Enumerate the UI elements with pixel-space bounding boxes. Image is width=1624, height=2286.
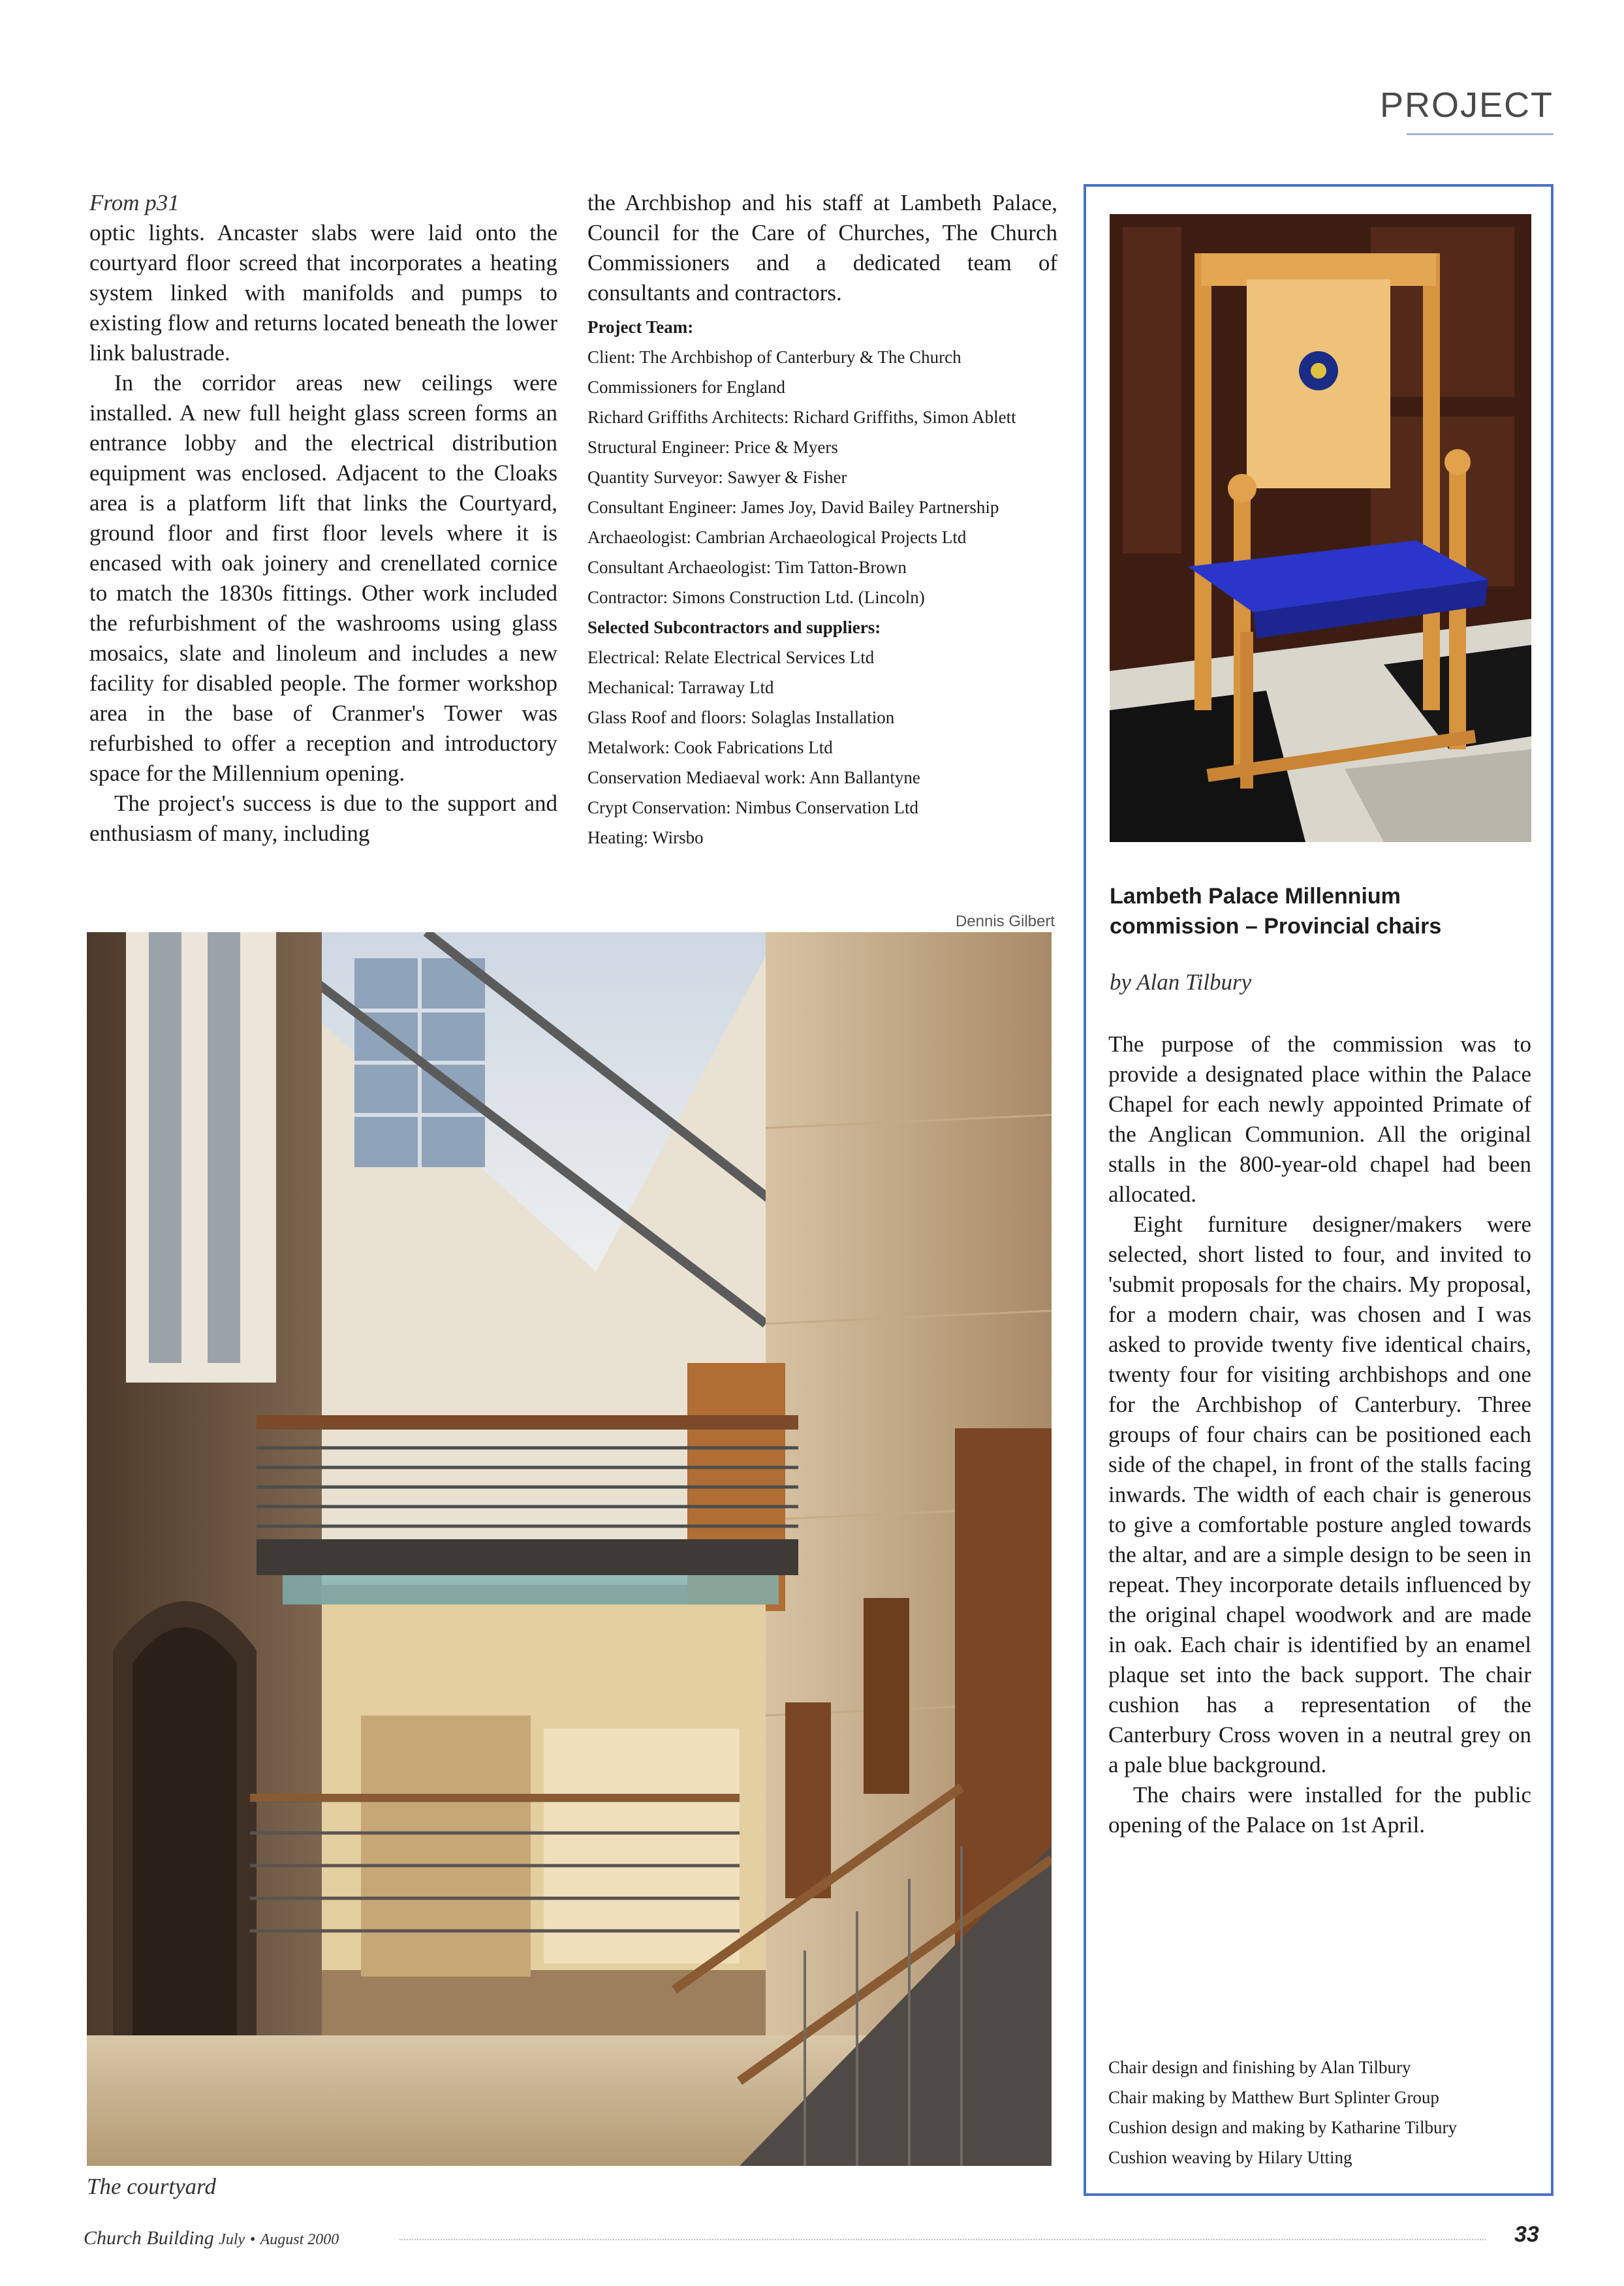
issue-separator: •	[249, 2231, 256, 2248]
supplier-credit: Metalwork: Cook Fabrications Ltd	[587, 738, 833, 757]
suppliers-heading: Selected Subcontractors and suppliers:	[587, 618, 881, 637]
photo-caption: The courtyard	[87, 2174, 216, 2199]
footer-rule	[399, 2239, 1486, 2240]
supplier-credit: Mechanical: Tarraway Ltd	[587, 678, 774, 697]
issue-month: July	[219, 2231, 245, 2248]
courtyard-photo	[87, 932, 1052, 2166]
supplier-credit: Electrical: Relate Electrical Services Ltd	[587, 648, 875, 667]
supplier-credit: Conservation Mediaeval work: Ann Ballantyne	[587, 768, 920, 787]
continued-from: From p31	[89, 190, 180, 215]
sidebar-credit: Chair design and finishing by Alan Tilbury	[1108, 2058, 1411, 2077]
sidebar-paragraph: The purpose of the commission was to provide a designated place within the Palace Chapel for each newly appointed Primate of the Anglican Communion. All the original stalls in the 800-year-old chapel had been allocated.	[1108, 1031, 1531, 1207]
courtyard-illustration	[87, 932, 1052, 2166]
body-paragraph: In the corridor areas new ceilings were installed. A new full height glass screen forms an entrance lobby and the electrical distribution equipment was enclosed. Adjacent to the Cloaks area is a platform lift that links the Courtyard, ground floor and first floor levels where it is encased with oak joinery and crenellated cornice to match the 1830s fittings. Other work included the refurbishment of the washrooms using glass mosaics, slate and linoleum and includes a new facility for disabled people. The former workshop area in the base of Cranmer's Tower was refurbished to offer a reception and introductory space for the Millennium opening.	[89, 370, 557, 786]
supplier-credit: Crypt Conservation: Nimbus Conservation Ltd	[587, 798, 918, 817]
left-column	[89, 188, 557, 849]
body-paragraph: the Archbishop and his staff at Lambeth Palace, Council for the Care of Churches, The Church Commissioners and a dedicated team of consultants and contractors.	[587, 190, 1057, 305]
chair-photo	[1110, 214, 1531, 842]
team-credit: Client: The Archbishop of Canterbury & The Church Commissioners for England	[587, 347, 961, 397]
photo-credit: Dennis Gilbert	[955, 913, 1055, 930]
team-credit: Contractor: Simons Construction Ltd. (Lincoln)	[587, 587, 925, 607]
sidebar-credits	[1108, 2052, 1533, 2172]
supplier-credit: Glass Roof and floors: Solaglas Installation	[587, 708, 895, 727]
sidebar-paragraph: Eight furniture designer/makers were selected, short listed to four, and invited to 'submit proposals for the chairs. My proposal, for a modern chair, was chosen and I was asked to provide twenty five identical chairs, twenty four for visiting archbishops and one for the Archbishop of Canterbury. Three groups of four chairs can be positioned each side of the chapel, in front of the stalls facing inwards. The width of each chair is generous to give a comfortable posture angled towards the altar, and are a simple design to be seen in repeat. They incorporate details influenced by the original chapel woodwork and are made in oak. Each chair is identified by an enamel plaque set into the back support. The chair cushion has a representation of the Canterbury Cross woven in a neutral grey on a pale blue background.	[1108, 1212, 1531, 1777]
team-credit: Richard Griffiths Architects: Richard Griffiths, Simon Ablett	[587, 407, 1016, 427]
project-team-heading: Project Team:	[587, 317, 694, 337]
section-label: PROJECT	[1379, 86, 1554, 125]
sidebar-byline: by Alan Tilbury	[1110, 969, 1252, 995]
sidebar-credit: Cushion weaving by Hilary Utting	[1108, 2148, 1352, 2167]
team-credit: Structural Engineer: Price & Myers	[587, 437, 838, 457]
sidebar-title	[1110, 881, 1534, 941]
sidebar-title-line: commission – Provincial chairs	[1110, 914, 1442, 939]
publication-name: Church Building	[84, 2227, 214, 2249]
page-number: 33	[1514, 2222, 1539, 2247]
middle-column	[587, 188, 1057, 853]
team-credit: Consultant Engineer: James Joy, David Bailey Partnership	[587, 497, 999, 517]
chair-illustration	[1110, 214, 1531, 842]
section-rule	[1407, 133, 1554, 135]
issue-date: August 2000	[260, 2231, 339, 2248]
footer-publication	[84, 2227, 339, 2249]
sidebar-body	[1108, 1029, 1531, 1840]
sidebar-credit: Chair making by Matthew Burt Splinter Group	[1108, 2088, 1439, 2107]
team-credit: Quantity Surveyor: Sawyer & Fisher	[587, 467, 847, 487]
sidebar-title-line: Lambeth Palace Millennium	[1110, 884, 1401, 909]
team-credit: Consultant Archaeologist: Tim Tatton-Brown	[587, 557, 907, 577]
sidebar-paragraph: The chairs were installed for the public opening of the Palace on 1st April.	[1108, 1782, 1531, 1838]
sidebar-credit: Cushion design and making by Katharine Tilbury	[1108, 2118, 1457, 2137]
body-paragraph: optic lights. Ancaster slabs were laid onto the courtyard floor screed that incorporates a heating system linked with manifolds and pumps to existing flow and returns located beneath the lower link balustrade.	[89, 220, 557, 366]
supplier-credit: Heating: Wirsbo	[587, 828, 704, 847]
team-credit: Archaeologist: Cambrian Archaeological Projects Ltd	[587, 527, 967, 547]
body-paragraph: The project's success is due to the support and enthusiasm of many, including	[89, 791, 557, 846]
